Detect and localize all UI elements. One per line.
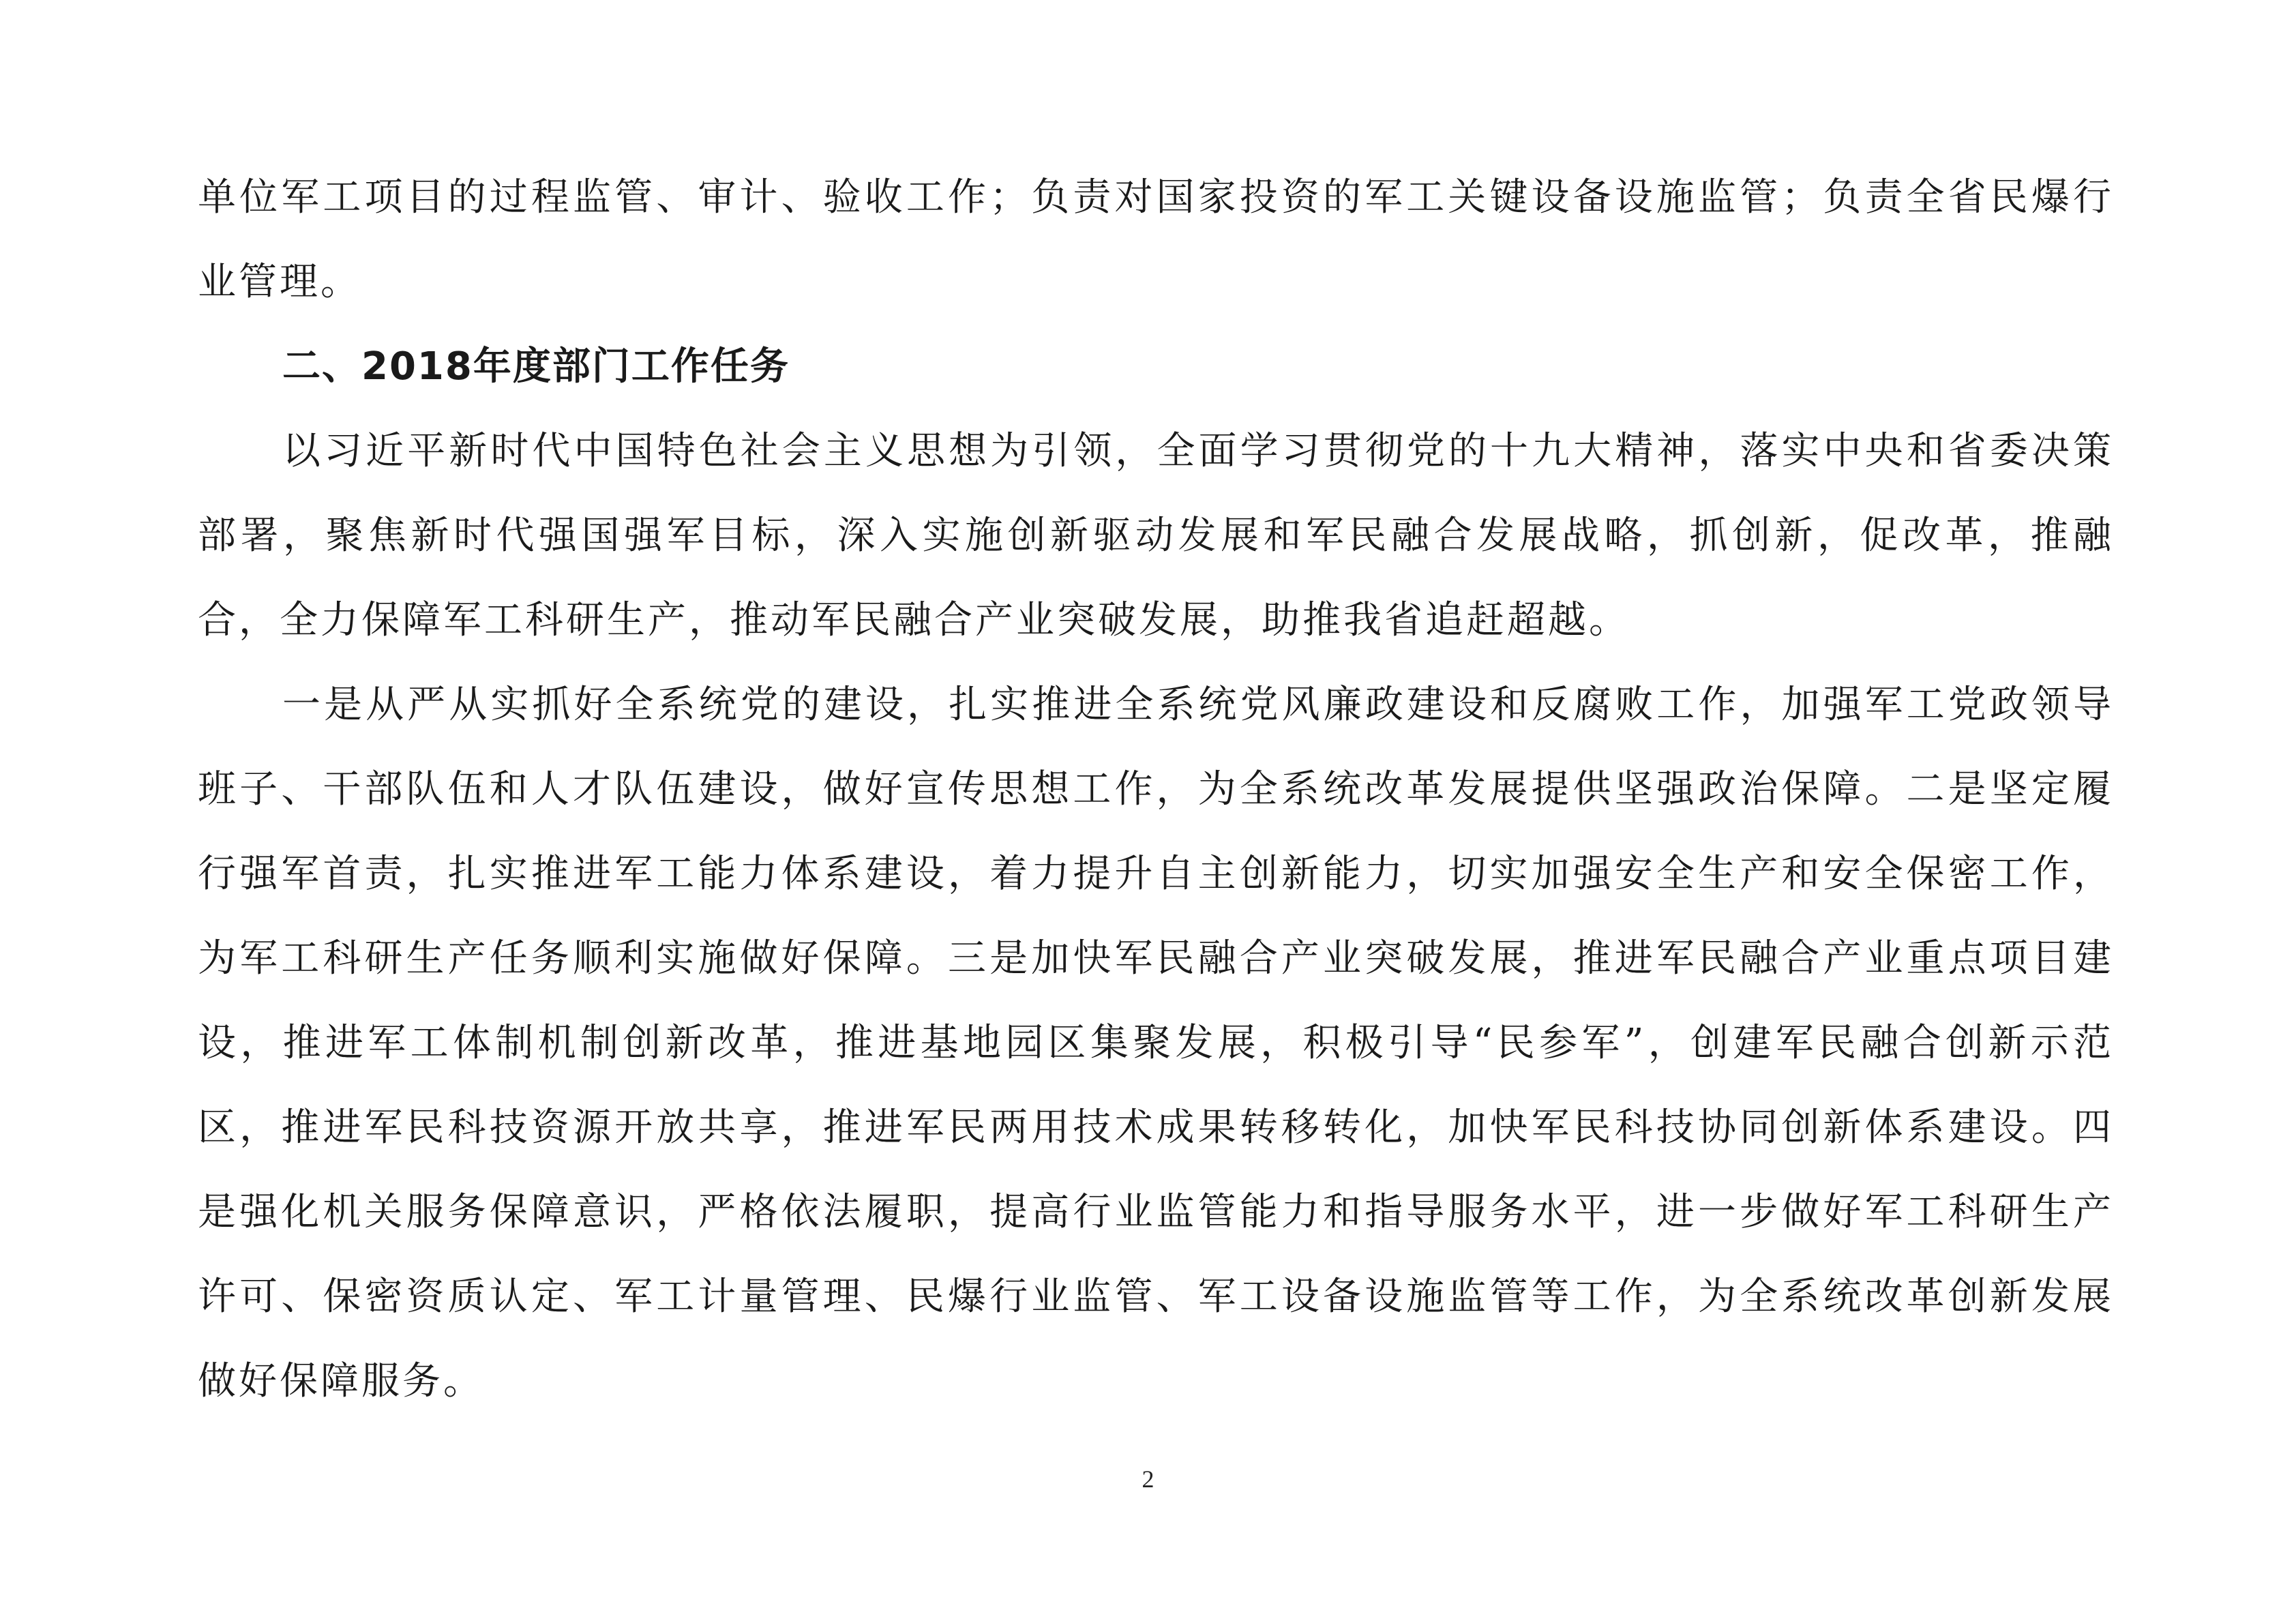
- section-heading: 二、2018年度部门工作任务: [282, 344, 790, 389]
- paragraph-tasks: 一是从严从实抓好全系统党的建设，扎实推进全系统党风廉政建设和反腐败工作，加强军工党政领导班子、干部队伍和人才队伍建设，做好宣传思想工作，为全系统改革发展提供坚强政治保障。二是坚定履行强军首责，扎实推进军工能力体系建设，着力提升自主创新能力，切实加强安全生产和安全保密工作，为军工科研生产任务顺利实施做好保障。三是加快军民融合产业突破发展，推进军民融合产业重点项目建设，推进军工体制机制创新改革，推进基地园区集聚发展，积极引导“民参军”，创建军民融合创新示范区，推进军民科技资源开放共享，推进军民两用技术成果转移转化，加快军民科技协同创新体系建设。四是强化机关服务保障意识，严格依法履职，提高行业监管能力和指导服务水平，进一步做好军工科研生产许可、保密资质认定、军工计量管理、民爆行业监管、军工设备设施监管等工作，为全系统改革创新发展做好保障服务。: [198, 683, 2114, 1403]
- paragraph-continuation: 单位军工项目的过程监管、审计、验收工作；负责对国家投资的军工关键设备设施监管；负责全省民爆行业管理。: [198, 175, 2114, 304]
- page-number: 2: [1142, 1465, 1154, 1493]
- document-body: [198, 155, 2114, 1424]
- paragraph-guideline: 以习近平新时代中国特色社会主义思想为引领，全面学习贯彻党的十九大精神，落实中央和省委决策部署，聚焦新时代强国强军目标，深入实施创新驱动发展和军民融合发展战略，抓创新，促改革，推融合，全力保障军工科研生产，推动军民融合产业突破发展，助推我省追赶超越。: [198, 429, 2114, 642]
